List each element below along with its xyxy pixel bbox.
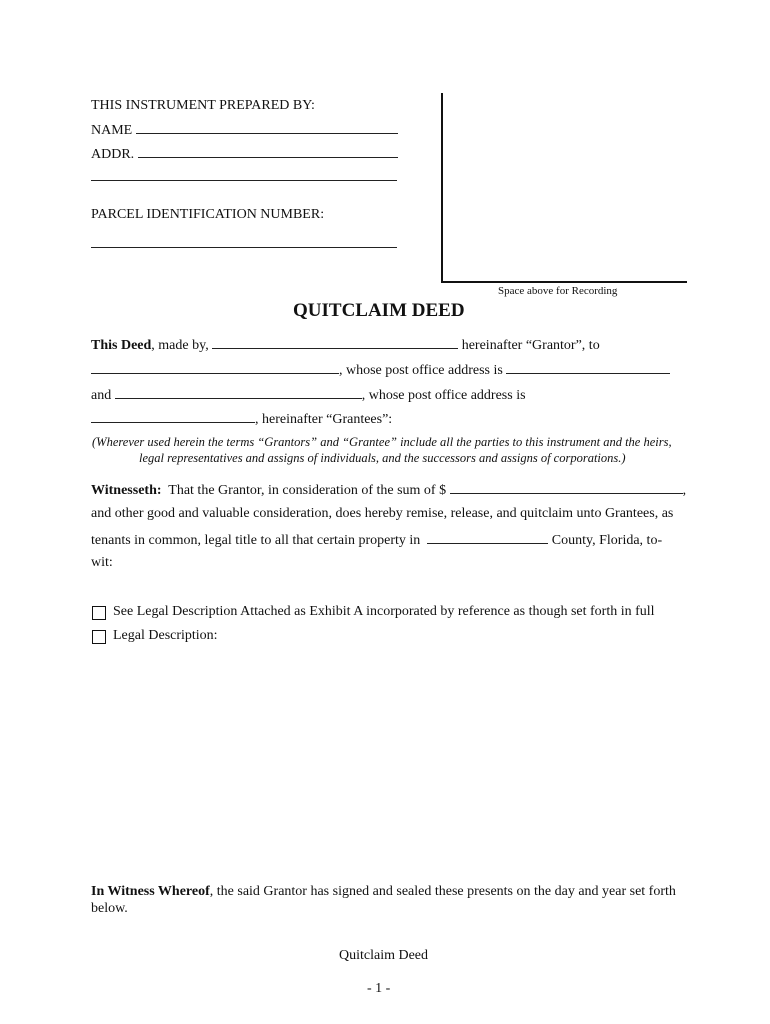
- parcel-label: PARCEL IDENTIFICATION NUMBER:: [91, 207, 325, 222]
- signed-text: , the said Grantor has signed and sealed these presents on the day and year set forth: [209, 884, 676, 899]
- remise-line: and other good and valuable consideration, does hereby remise, release, and quitclaim unto Grantees, as: [91, 506, 674, 521]
- grantee-name-field[interactable]: [91, 361, 339, 374]
- parcel-field[interactable]: [91, 235, 397, 248]
- legal-description-checkbox[interactable]: [92, 630, 106, 644]
- county-text: County, Florida, to-: [551, 533, 663, 548]
- name-label: NAME: [91, 123, 133, 138]
- witnesseth-line: [91, 481, 686, 499]
- parcel-field-row: [91, 235, 397, 253]
- addr-field-line2[interactable]: [91, 168, 397, 181]
- exhibit-a-checkbox[interactable]: [92, 606, 106, 620]
- made-by-text: , made by,: [151, 338, 209, 353]
- deed-line-4: [91, 410, 392, 428]
- this-deed-label: This Deed: [91, 338, 152, 353]
- footer-doc-name: Quitclaim Deed: [339, 948, 429, 963]
- witness-whereof-label: In Witness Whereof: [91, 884, 210, 899]
- definitions-note-line-1: (Wherever used herein the terms “Grantors” and “Grantee” include all the parties to this instrument and the heirs,: [92, 435, 672, 449]
- recording-note: Space above for Recording: [498, 285, 618, 297]
- whose-address-text-1: , whose post office address is: [339, 363, 503, 378]
- whose-address-text-2: , whose post office address is: [361, 388, 526, 403]
- name-field[interactable]: [136, 121, 398, 134]
- definitions-note-line-2: legal representatives and assigns of individuals, and the successors and assigns of corporations.): [139, 451, 626, 465]
- hereinafter-grantees-text: , hereinafter “Grantees”:: [255, 412, 393, 427]
- exhibit-a-label: See Legal Description Attached as Exhibit A incorporated by reference as though set forth in full: [113, 604, 655, 619]
- witness-whereof-line: [91, 884, 676, 900]
- second-grantee-address-field[interactable]: [91, 410, 255, 423]
- page-title: QUITCLAIM DEED: [293, 300, 465, 321]
- county-field[interactable]: [427, 531, 548, 544]
- deed-line-3: [91, 386, 526, 404]
- addr-label: ADDR.: [91, 147, 135, 162]
- addr-field-line2-row: [91, 168, 397, 186]
- second-grantee-name-field[interactable]: [115, 386, 362, 399]
- deed-line-1: [91, 336, 600, 354]
- tenants-line: [91, 531, 662, 549]
- page-number: - 1 -: [367, 981, 391, 996]
- below-text: below.: [91, 901, 128, 916]
- deed-line-2: [91, 361, 670, 379]
- addr-field[interactable]: [138, 145, 398, 158]
- name-row: [91, 121, 398, 139]
- and-text: and: [91, 388, 112, 403]
- addr-row: [91, 145, 398, 163]
- consideration-amount-field[interactable]: [450, 481, 683, 494]
- wit-text: wit:: [91, 555, 113, 570]
- witnesseth-label: Witnesseth:: [91, 483, 162, 498]
- grantor-name-field[interactable]: [212, 336, 458, 349]
- consideration-comma: ,: [682, 483, 687, 498]
- consideration-text: That the Grantor, in consideration of the sum of $: [168, 483, 447, 498]
- recording-box-left-border: [441, 93, 443, 281]
- prepared-by-label: THIS INSTRUMENT PREPARED BY:: [91, 98, 315, 113]
- legal-description-label: Legal Description:: [113, 628, 218, 643]
- hereinafter-grantor-text: hereinafter “Grantor”, to: [461, 338, 600, 353]
- grantee-address-field[interactable]: [506, 361, 670, 374]
- recording-box-bottom-border: [441, 281, 687, 283]
- tenants-text: tenants in common, legal title to all that certain property in: [91, 533, 421, 548]
